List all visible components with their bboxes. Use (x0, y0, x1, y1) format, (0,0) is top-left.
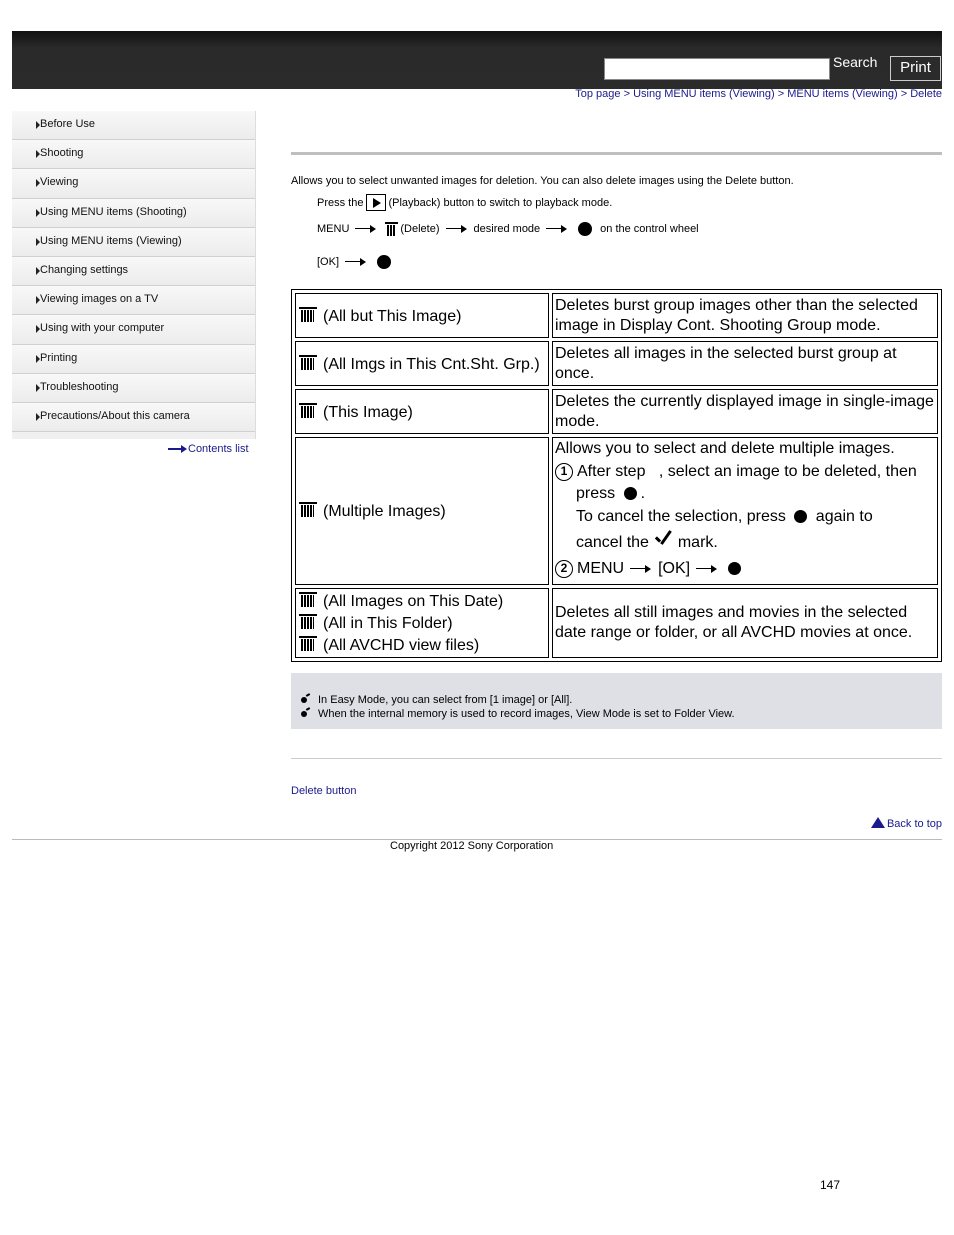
desc-text: After step (577, 463, 646, 480)
sidebar-item-precautions[interactable] (12, 403, 255, 432)
sidebar-item-before-use[interactable] (12, 111, 255, 140)
step-1-text: Press the (317, 196, 364, 209)
desc-text: . (640, 485, 646, 502)
title-divider (291, 152, 942, 155)
page-number: 147 (820, 1178, 841, 1192)
desc-cell (552, 437, 938, 585)
breadcrumb-delete[interactable]: Delete (910, 88, 942, 100)
sidebar-item-label: Troubleshooting (40, 380, 119, 393)
desc-cancel (555, 504, 935, 530)
step-3 (317, 255, 395, 269)
desc-cell: Deletes all images in the selected burst group at once. (552, 341, 938, 386)
arrow-right-icon (546, 225, 568, 233)
desc-cell: Deletes burst group images other than the selected image in Display Cont. Shooting Group mode. (552, 293, 938, 338)
sidebar-item-using-with-computer[interactable] (12, 315, 255, 344)
contents-list-label: Contents list (188, 443, 249, 455)
mode-label: (All but This Image) (323, 307, 462, 325)
desc-step-1-cont (555, 484, 935, 504)
mode-cell (295, 389, 549, 434)
all-but-this-image-icon (298, 305, 320, 323)
desc-text: cancel the (576, 534, 649, 551)
sidebar-nav (12, 111, 256, 439)
arrow-right-icon (446, 225, 468, 233)
arrow-right-icon (355, 225, 377, 233)
sidebar-item-label: Changing settings (40, 263, 129, 276)
step-2-icon: 2 (555, 560, 573, 578)
intro-text: Allows you to select unwanted images for deletion. You can also delete images using the Delete button. (291, 175, 794, 187)
mode-label: (All Imgs in This Cnt.Sht. Grp.) (323, 355, 540, 373)
note-text: In Easy Mode, you can select from [1 image] or [All]. (318, 694, 573, 706)
sidebar-item-label: Using MENU items (Viewing) (40, 234, 182, 247)
table-row (295, 389, 938, 434)
step-2 (317, 221, 699, 236)
mode-label: (This Image) (323, 403, 413, 421)
mode-cell (295, 293, 549, 338)
multiple-images-icon (298, 500, 320, 518)
step-1-text-post: (Playback) button to switch to playback mode. (388, 196, 613, 209)
all-images-date-icon (298, 590, 320, 608)
mode-label: (All in This Folder) (323, 615, 453, 632)
ok-label: [OK] (317, 256, 340, 268)
desc-step-2 (555, 556, 935, 582)
menu-label: MENU (317, 222, 350, 235)
search-input[interactable] (604, 58, 830, 80)
center-button-icon (624, 487, 637, 500)
sidebar-item-label: Before Use (40, 118, 96, 130)
notes-box (291, 673, 942, 729)
print-button[interactable]: Print (890, 56, 941, 81)
sidebar-item-using-menu-shooting[interactable] (12, 199, 255, 228)
desc-text: MENU (577, 560, 625, 577)
delete-modes-table (291, 289, 942, 662)
bullet-icon (301, 697, 307, 703)
this-image-icon (298, 401, 320, 419)
step-1-icon: 1 (555, 463, 573, 481)
breadcrumb-menu-items-viewing[interactable]: MENU items (Viewing) (787, 88, 898, 100)
breadcrumb-separator: > (774, 88, 788, 100)
all-imgs-group-icon (298, 353, 320, 371)
mode-label: (Multiple Images) (323, 503, 446, 520)
arrow-right-icon (696, 565, 718, 573)
desc-text: To cancel the selection, press (576, 508, 786, 525)
arrow-right-icon (345, 258, 367, 266)
breadcrumb-separator: > (620, 88, 634, 100)
note-item (318, 708, 735, 720)
mode-line (298, 634, 546, 656)
desc-cell: Deletes all still images and movies in the selected date range or folder, or all AVCHD movies at once. (552, 588, 938, 658)
back-to-top-label: Back to top (886, 818, 942, 830)
sidebar-item-troubleshooting[interactable] (12, 374, 255, 403)
sidebar-item-label: Using MENU items (Shooting) (40, 205, 187, 218)
desc-text: press (576, 485, 616, 502)
playback-icon (366, 194, 386, 211)
sidebar-item-using-menu-viewing[interactable] (12, 228, 255, 257)
mode-line (298, 590, 546, 612)
sidebar-item-label: Shooting (40, 147, 84, 160)
breadcrumb-separator: > (897, 88, 911, 100)
copyright: Copyright 2012 Sony Corporation (390, 840, 554, 852)
sidebar-item-viewing[interactable] (12, 169, 255, 198)
control-wheel-label: on the control wheel (600, 222, 699, 235)
back-to-top-link[interactable] (871, 817, 942, 830)
checkmark-icon (653, 530, 673, 548)
all-avchd-icon (298, 634, 320, 652)
bullet-icon (301, 711, 307, 717)
triangle-up-icon (871, 817, 885, 828)
section-divider (291, 758, 942, 759)
desired-mode-label: desired mode (473, 222, 541, 235)
desc-intro: Allows you to select and delete multiple images. (555, 440, 895, 457)
mode-label: (All Images on This Date) (323, 593, 504, 610)
sidebar-item-shooting[interactable] (12, 140, 255, 169)
delete-label: (Delete) (400, 222, 440, 235)
table-row (295, 437, 938, 585)
center-button-icon (728, 562, 741, 575)
breadcrumb-using-menu-viewing[interactable]: Using MENU items (Viewing) (633, 88, 775, 100)
sidebar-item-viewing-on-tv[interactable] (12, 286, 255, 315)
contents-list-link[interactable] (168, 443, 249, 455)
desc-step-1 (555, 460, 935, 484)
note-item (318, 694, 572, 706)
delete-button-link[interactable]: Delete button (291, 785, 357, 797)
desc-text: again to (815, 508, 873, 525)
desc-cancel-cont (555, 530, 935, 556)
center-button-icon (794, 510, 807, 523)
mode-cell (295, 437, 549, 585)
desc-cell: Deletes the currently displayed image in single-image mode. (552, 389, 938, 434)
sidebar-item-label: Viewing (40, 176, 79, 189)
sidebar-item-label: Viewing images on a TV (40, 293, 159, 306)
desc-text: mark. (677, 534, 718, 551)
desc-text: , select an image to be deleted, then (658, 463, 917, 480)
sidebar-item-label: Precautions/About this camera (40, 409, 190, 422)
arrow-right-icon (168, 445, 188, 453)
step-1 (317, 194, 612, 211)
mode-cell (295, 341, 549, 386)
sidebar-item-changing-settings[interactable] (12, 257, 255, 286)
mode-line (298, 612, 546, 634)
delete-icon (385, 221, 398, 236)
all-in-folder-icon (298, 612, 320, 630)
arrow-right-icon (630, 565, 652, 573)
sidebar-item-label: Printing (40, 351, 78, 364)
breadcrumb (575, 88, 942, 100)
sidebar-item-label: Using with your computer (40, 322, 165, 335)
mode-cell (295, 588, 549, 658)
center-button-icon (578, 222, 592, 236)
table-row (295, 588, 938, 658)
table-row (295, 341, 938, 386)
breadcrumb-top-page[interactable]: Top page (575, 88, 621, 100)
note-text: When the internal memory is used to record images, View Mode is set to Folder View. (318, 708, 735, 720)
sidebar-item-printing[interactable] (12, 345, 255, 374)
search-button[interactable]: Search (833, 54, 878, 70)
center-button-icon (377, 255, 391, 269)
desc-text: [OK] (658, 560, 691, 577)
mode-label: (All AVCHD view files) (323, 637, 480, 654)
table-row (295, 293, 938, 338)
